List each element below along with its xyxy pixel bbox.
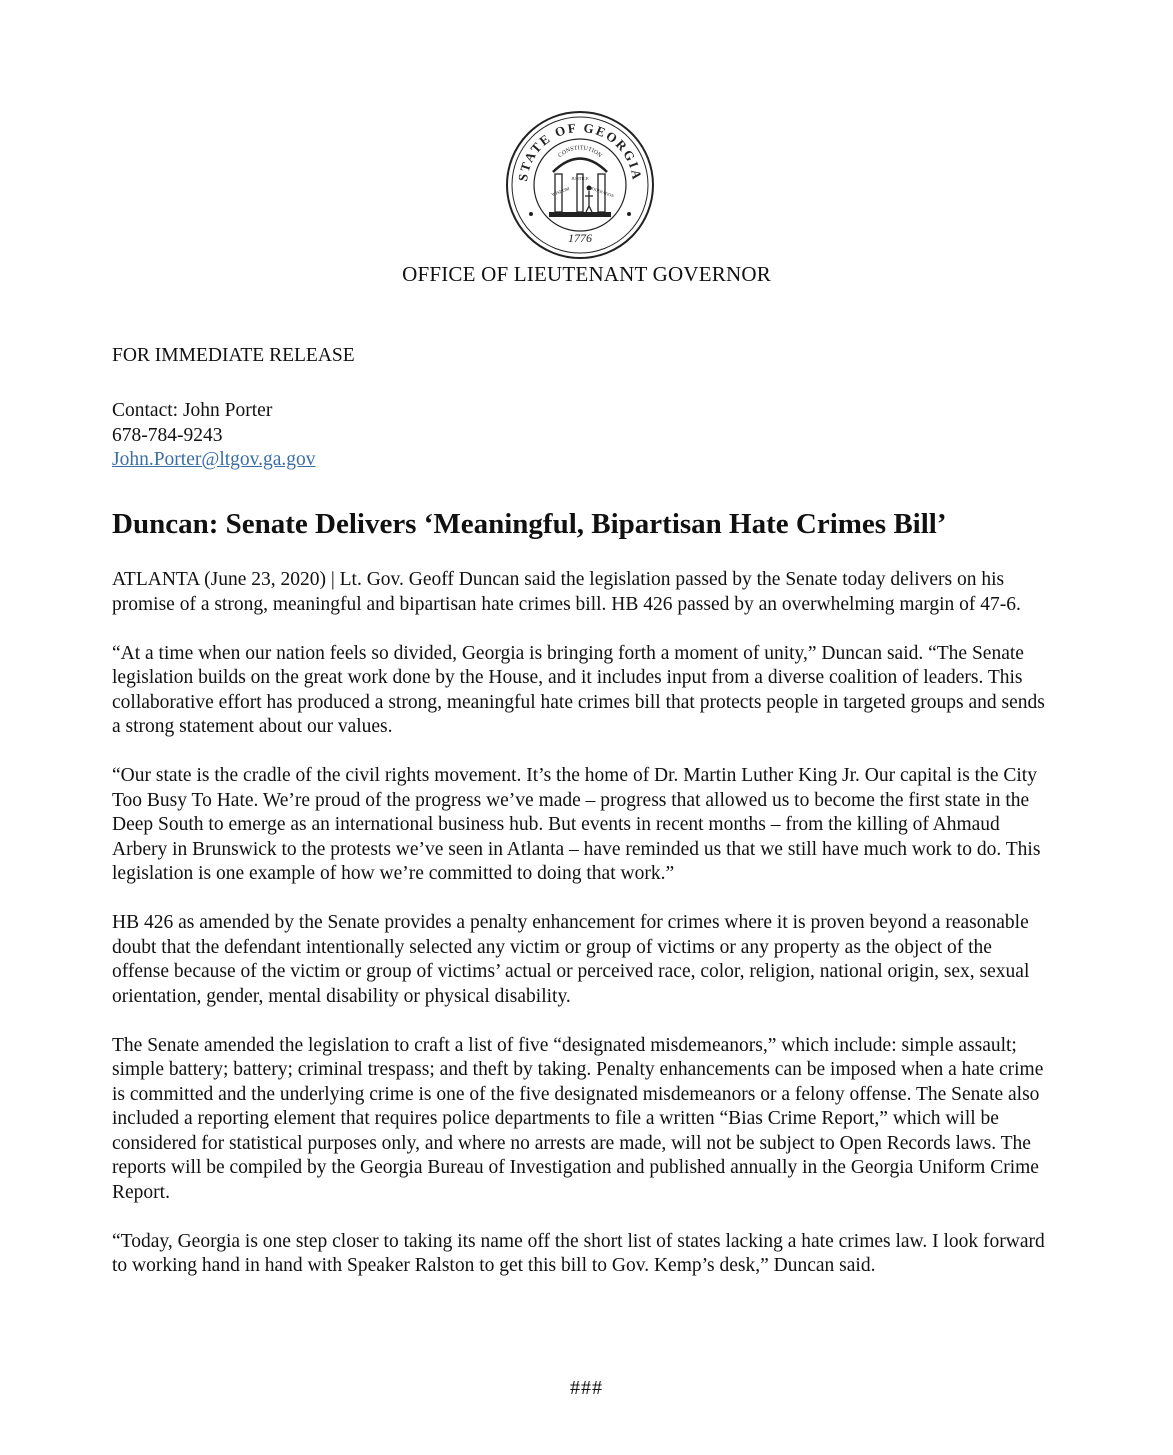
- seal-word-justice: JUSTICE: [571, 176, 589, 181]
- release-label: FOR IMMEDIATE RELEASE: [112, 345, 355, 366]
- paragraph-quote-unity: “At a time when our nation feels so divided, Georgia is bringing forth a moment of unity,” Duncan said. “The Senate legislation builds on the great work done by the House, and it includes input from a diverse coalition of leaders. This collaborative effort has produced a strong, meaningful hate crimes bill that protects people in targeted groups and sends a strong statement about our values.: [112, 642, 1045, 737]
- georgia-state-seal: [505, 110, 655, 260]
- body-text: [112, 568, 1047, 1303]
- paragraph-dateline: ATLANTA (June 23, 2020) | Lt. Gov. Geoff Duncan said the legislation passed by the Senate today delivers on his promise of a strong, meaningful and bipartisan hate crimes bill. HB 426 passed by an overwhelming margin of 47-6.: [112, 569, 1021, 615]
- office-title: OFFICE OF LIEUTENANT GOVERNOR: [402, 262, 771, 286]
- seal-year: 1776: [568, 231, 592, 245]
- paragraph-penalty-enhancement: HB 426 as amended by the Senate provides a penalty enhancement for crimes where it is proven beyond a reasonable doubt that the defendant intentionally selected any victim or group of victims or any property as the object of the offense because of the victim or group of victims’ actual or perceived race, color, religion, national origin, sex, sexual orientation, gender, mental disability or physical disability.: [112, 912, 1030, 1007]
- contact-block: [112, 399, 1047, 473]
- seal-top-text: STATE OF GEORGIA: [515, 119, 646, 183]
- contact-email-link[interactable]: John.Porter@ltgov.ga.gov: [112, 449, 316, 470]
- contact-phone: 678-784-9243: [112, 424, 223, 446]
- seal-ribbon-text: CONSTITUTION: [557, 145, 603, 160]
- contact-name: Contact: John Porter: [112, 400, 273, 421]
- seal-word-moderation: MODERATION: [588, 184, 615, 199]
- paragraph-quote-civil-rights: “Our state is the cradle of the civil rights movement. It’s the home of Dr. Martin Luther King Jr. Our capital is the City Too Busy To Hate. We’re proud of the progress we’ve made – progress that allowed us to become the first state in the Deep South to emerge as an international business hub. But events in recent months – from the killing of Ahmaud Arbery in Brunswick to the protests we’ve seen in Atlanta – have reminded us that we still have much work to do. This legislation is one example of how we’re committed to doing that work.”: [112, 765, 1041, 884]
- seal-word-wisdom: WISDOM: [550, 186, 571, 198]
- paragraph-designated-misdemeanors: The Senate amended the legislation to craft a list of five “designated misdemeanors,” which include: simple assault; simple battery; battery; criminal trespass; and theft by taking. Penalty enhancements can be imposed when a hate crime is committed and the underlying crime is one of the five designated misdemeanors or a felony offense. The Senate also included a reporting element that requires police departments to file a written “Bias Crime Report,” which will be considered for statistical purposes only, and where no arrests are made, will not be subject to Open Records laws. The reports will be compiled by the Georgia Bureau of Investigation and published annually in the Georgia Uniform Crime Report.: [112, 1034, 1044, 1203]
- headline: Duncan: Senate Delivers ‘Meaningful, Bipartisan Hate Crimes Bill’: [112, 508, 947, 540]
- end-mark: ###: [570, 1377, 603, 1399]
- paragraph-closing-quote: “Today, Georgia is one step closer to taking its name off the short list of states lacking a hate crimes law. I look forward to working hand in hand with Speaker Ralston to get this bill to Gov. Kemp’s desk,” Duncan said.: [112, 1230, 1045, 1276]
